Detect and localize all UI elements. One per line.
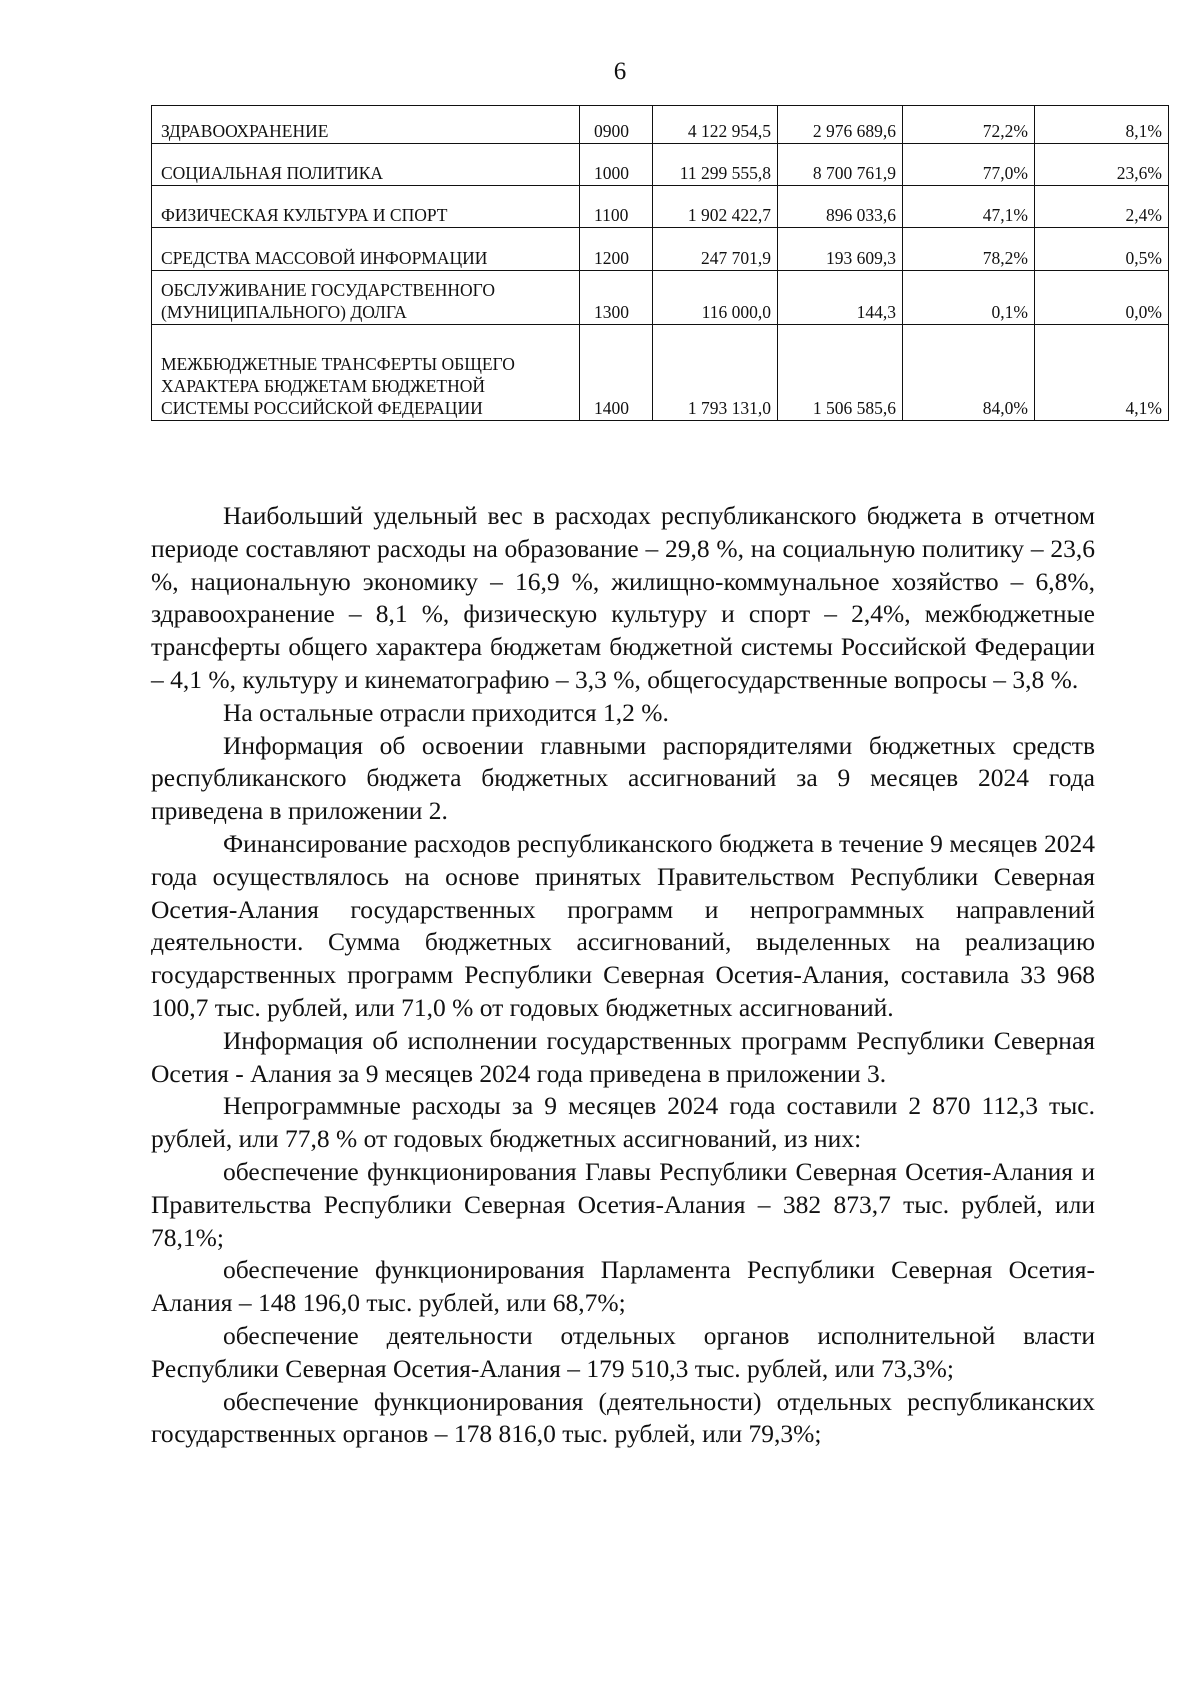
row-plan: 4 122 954,5	[653, 106, 778, 144]
row-fact: 896 033,6	[778, 186, 903, 228]
row-share: 0,0%	[1035, 271, 1169, 325]
row-name: СОЦИАЛЬНАЯ ПОЛИТИКА	[152, 144, 580, 186]
row-plan: 247 701,9	[653, 228, 778, 271]
row-name: МЕЖБЮДЖЕТНЫЕ ТРАНСФЕРТЫ ОБЩЕГО ХАРАКТЕРА БЮДЖЕТАМ БЮДЖЕТНОЙ СИСТЕМЫ РОССИЙСКОЙ ФЕДЕРАЦИИ	[152, 325, 580, 421]
row-percent: 47,1%	[903, 186, 1035, 228]
row-name: ЗДРАВООХРАНЕНИЕ	[152, 106, 580, 144]
row-percent: 84,0%	[903, 325, 1035, 421]
row-share: 2,4%	[1035, 186, 1169, 228]
table-row	[152, 144, 1169, 186]
row-plan: 1 793 131,0	[653, 325, 778, 421]
table-row	[152, 106, 1169, 144]
table-row	[152, 186, 1169, 228]
table-row	[152, 228, 1169, 271]
paragraph-head-government: обеспечение функционирования Главы Республики Северная Осетия-Алания и Правительства Республики Северная Осетия-Алания – 382 873,7 тыс. рублей, или 78,1%;	[151, 1156, 1095, 1252]
paragraph-other-sectors: На остальные отрасли приходится 1,2 %.	[223, 697, 669, 727]
paragraph-executive-bodies: обеспечение деятельности отдельных органов исполнительной власти Республики Северная Осетия-Алания – 179 510,3 тыс. рублей, или 73,3%;	[151, 1320, 1095, 1383]
row-plan: 11 299 555,8	[653, 144, 778, 186]
table-row	[152, 325, 1169, 421]
row-share: 4,1%	[1035, 325, 1169, 421]
row-code: 1100	[580, 186, 653, 228]
paragraph-appendix-2: Информация об освоении главными распорядителями бюджетных средств республиканского бюджета бюджетных ассигнований за 9 месяцев 2024 года приведена в приложении 2.	[151, 730, 1095, 826]
paragraph-financing: Финансирование расходов республиканского бюджета в течение 9 месяцев 2024 года осуществлялось на основе принятых Правительством Республики Северная Осетия-Алания государственных программ и непрограммных направлений деятельности. Сумма бюджетных ассигнований, выделенных на реализацию государственных программ Республики Северная Осетия-Алания, составила 33 968 100,7 тыс. рублей, или 71,0 % от годовых бюджетных ассигнований.	[151, 828, 1095, 1022]
row-fact: 1 506 585,6	[778, 325, 903, 421]
row-fact: 144,3	[778, 271, 903, 325]
row-share: 0,5%	[1035, 228, 1169, 271]
body-text	[151, 500, 1095, 1451]
paragraph-parliament: обеспечение функционирования Парламента Республики Северная Осетия-Алания – 148 196,0 тыс. рублей, или 68,7%;	[151, 1255, 1095, 1318]
page-number: 6	[613, 58, 627, 85]
row-fact: 2 976 689,6	[778, 106, 903, 144]
row-percent: 72,2%	[903, 106, 1035, 144]
row-percent: 78,2%	[903, 228, 1035, 271]
row-percent: 77,0%	[903, 144, 1035, 186]
table-row	[152, 271, 1169, 325]
row-fact: 8 700 761,9	[778, 144, 903, 186]
paragraph-largest-shares: Наибольший удельный вес в расходах республиканского бюджета в отчетном периоде составляют расходы на образование – 29,8 %, на социальную политику – 23,6 %, национальную экономику – 16,9 %, жилищно-коммунальное хозяйство – 6,8%, здравоохранение – 8,1 %, физическую культуру и спорт – 2,4%, межбюджетные трансферты общего характера бюджетам бюджетной системы Российской Федерации – 4,1 %, культуру и кинематографию – 3,3 %, общегосударственные вопросы – 3,8 %.	[151, 501, 1095, 694]
row-share: 23,6%	[1035, 144, 1169, 186]
row-code: 1200	[580, 228, 653, 271]
row-name: СРЕДСТВА МАССОВОЙ ИНФОРМАЦИИ	[152, 228, 580, 271]
row-name: ФИЗИЧЕСКАЯ КУЛЬТУРА И СПОРТ	[152, 186, 580, 228]
row-code: 1300	[580, 271, 653, 325]
paragraph-state-bodies: обеспечение функционирования (деятельности) отдельных республиканских государственных органов – 178 816,0 тыс. рублей, или 79,3%;	[151, 1386, 1095, 1449]
row-code: 1400	[580, 325, 653, 421]
paragraph-non-program: Непрограммные расходы за 9 месяцев 2024 года составили 2 870 112,3 тыс. рублей, или 77,8 % от годовых бюджетных ассигнований, из них:	[151, 1091, 1095, 1154]
row-plan: 1 902 422,7	[653, 186, 778, 228]
row-fact: 193 609,3	[778, 228, 903, 271]
row-share: 8,1%	[1035, 106, 1169, 144]
row-percent: 0,1%	[903, 271, 1035, 325]
row-name: ОБСЛУЖИВАНИЕ ГОСУДАРСТВЕННОГО (МУНИЦИПАЛЬНОГО) ДОЛГА	[152, 271, 580, 325]
paragraph-appendix-3: Информация об исполнении государственных программ Республики Северная Осетия - Алания за 9 месяцев 2024 года приведена в приложении 3.	[151, 1025, 1095, 1088]
row-code: 0900	[580, 106, 653, 144]
row-plan: 116 000,0	[653, 271, 778, 325]
row-code: 1000	[580, 144, 653, 186]
budget-table	[151, 105, 1169, 421]
